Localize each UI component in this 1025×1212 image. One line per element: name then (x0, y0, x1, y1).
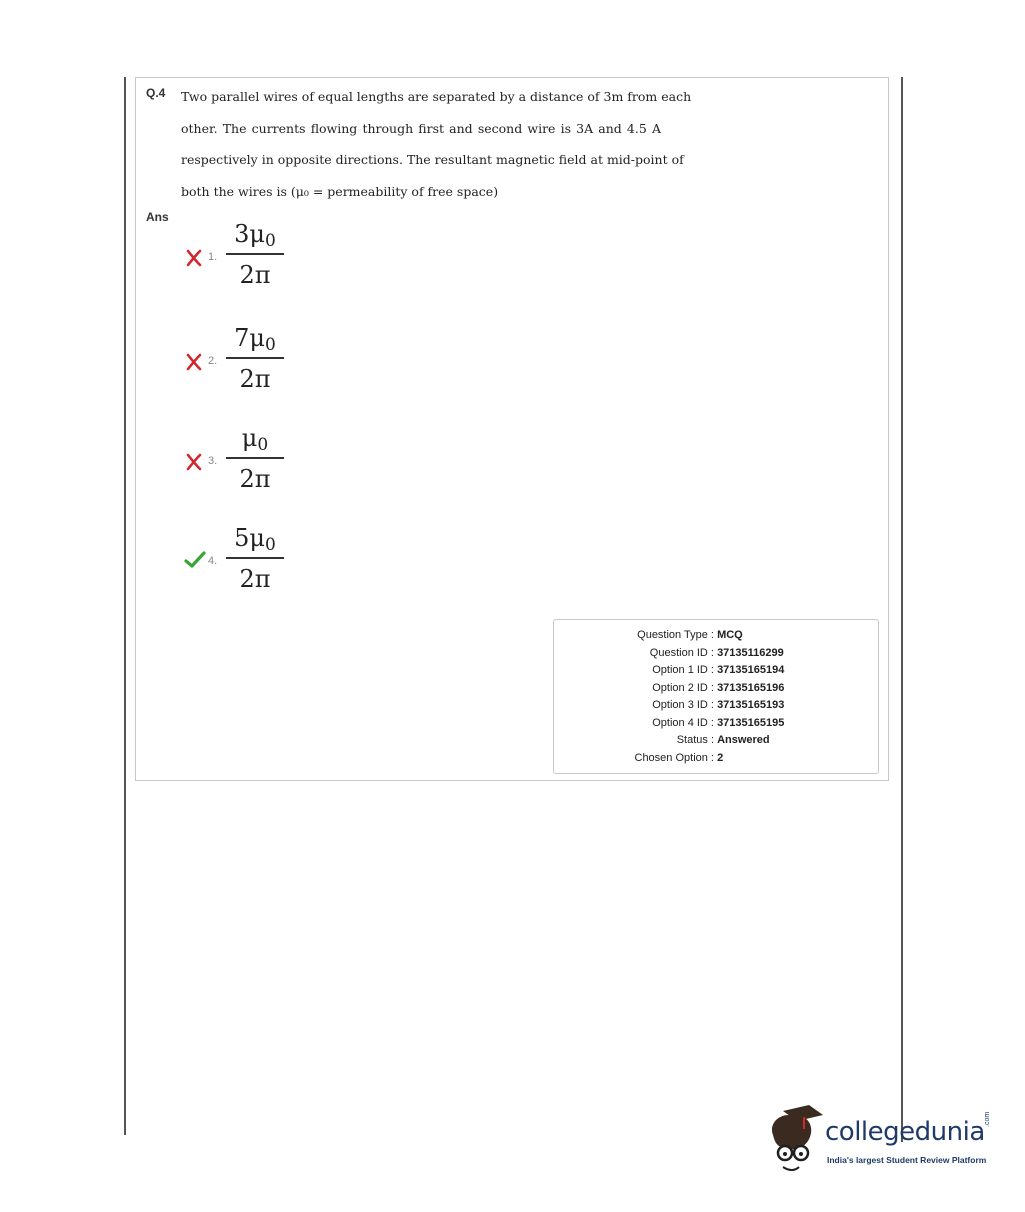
option-2 (184, 322, 304, 402)
option-fraction (226, 218, 284, 292)
logo-suffix: .com (984, 1111, 991, 1127)
meta-row: Option 2 ID : 37135165196 (652, 681, 785, 694)
option-index: 3. (208, 455, 218, 467)
question-line: other. The currents flowing through first and second wire is 3A and 4.5 A (181, 120, 661, 136)
left-margin-line (124, 77, 126, 1135)
meta-row: Option 1 ID : 37135165194 (652, 664, 785, 676)
option-fraction (226, 522, 284, 596)
option-index: 1. (208, 251, 218, 263)
fraction-numerator: 5μ0 (234, 524, 276, 555)
fraction-denominator: 2π (239, 365, 271, 393)
logo-tagline: India's largest Student Review Platform (827, 1155, 987, 1165)
option-4 (184, 522, 304, 602)
fraction-bar (226, 457, 284, 459)
fraction-bar (226, 357, 284, 359)
collegedunia-logo (765, 1105, 1005, 1175)
option-3 (184, 422, 304, 502)
meta-row: Chosen Option : 2 (634, 751, 724, 764)
fraction-bar (226, 557, 284, 559)
fraction-numerator: 3μ0 (234, 220, 276, 251)
fraction-bar (226, 253, 284, 255)
option-index: 4. (208, 555, 218, 567)
right-margin-line (901, 77, 903, 1142)
fraction-numerator: μ0 (241, 424, 269, 455)
fraction-numerator: 7μ0 (234, 324, 276, 355)
question-line: respectively in opposite directions. The resultant magnetic field at mid-point of (181, 152, 684, 167)
meta-row: Status : Answered (676, 734, 770, 746)
meta-row: Question ID : 37135116299 (649, 646, 784, 659)
meta-row: Question Type : MCQ (637, 629, 743, 641)
cross-icon (184, 452, 206, 474)
option-1 (184, 218, 304, 298)
answer-label: Ans (146, 210, 169, 224)
question-text (181, 86, 692, 212)
cross-icon (184, 352, 206, 374)
logo-wordmark: collegedunia (825, 1117, 985, 1147)
fraction-denominator: 2π (239, 465, 271, 493)
option-fraction (226, 322, 284, 396)
mascot-icon (765, 1105, 825, 1175)
meta-row: Option 4 ID : 37135165195 (652, 716, 785, 729)
fraction-denominator: 2π (239, 261, 271, 289)
check-icon (184, 550, 206, 572)
question-line: both the wires is (μ₀ = permeability of free space) (181, 183, 499, 199)
option-index: 2. (208, 355, 218, 367)
question-line: Two parallel wires of equal lengths are separated by a distance of 3m from each (181, 89, 692, 104)
question-meta-panel (553, 619, 879, 774)
meta-row: Option 3 ID : 37135165193 (652, 699, 785, 711)
cross-icon (184, 248, 206, 270)
question-number: Q.4 (146, 86, 166, 100)
fraction-denominator: 2π (239, 565, 271, 593)
option-fraction (226, 422, 284, 496)
